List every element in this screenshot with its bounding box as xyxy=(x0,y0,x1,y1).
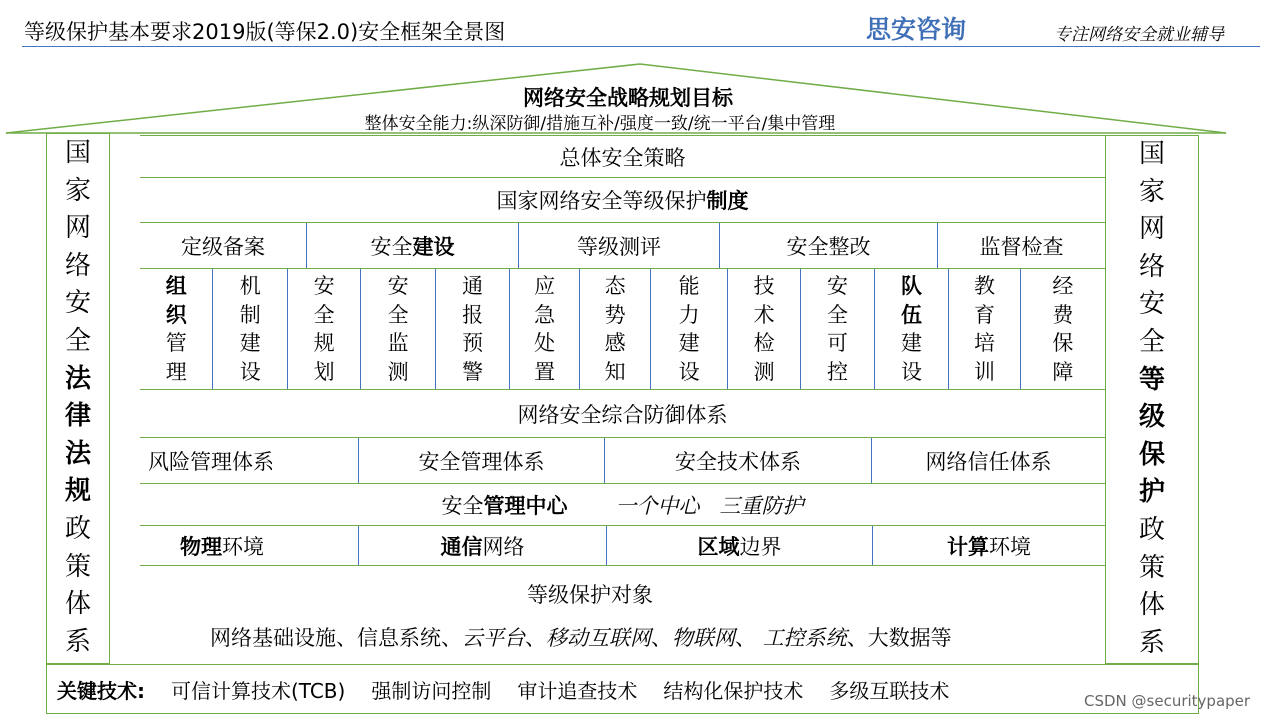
measure-monitoring: 安 全 监 测 xyxy=(361,269,435,389)
triple-protection: 三重防护 xyxy=(719,493,804,518)
activity-supervise: 监督检查 xyxy=(979,234,1064,259)
computing-environment: 计算 环境 xyxy=(947,534,1031,559)
measure-tech-detection: 技 术 检 测 xyxy=(728,269,801,389)
security-technical-system: 安全技术体系 xyxy=(605,438,872,483)
measure-planning: 安 全 规 划 xyxy=(288,269,361,389)
one-center: 一个中心 xyxy=(615,493,700,518)
management-center: 管理中心 xyxy=(483,493,568,518)
brand-name: 思安咨询 xyxy=(866,15,967,44)
measure-org-management: 组 织 管 理 xyxy=(140,269,213,389)
systems-row xyxy=(140,438,1105,484)
protected-objects-title: 等级保护对象 xyxy=(527,583,653,607)
measure-team: 队 伍 建 设 xyxy=(875,269,949,389)
physical-environment: 物理 环境 xyxy=(140,526,359,565)
risk-management-system: 风险管理体系 xyxy=(140,438,359,483)
environments-row xyxy=(140,526,1105,566)
grading-system-bold: 制度 xyxy=(706,189,749,213)
left-pillar-laws: 国 家 网 络 安 全 法 律 法 规 政 策 体 系 xyxy=(46,133,110,664)
strategy-goal-title: 网络安全战略规划目标 xyxy=(523,86,733,110)
communication-network: 通信 网络 xyxy=(359,526,607,565)
strategy-goal-subtitle: 整体安全能力:纵深防御/措施互补/强度一致/统一平台/集中管理 xyxy=(364,114,836,134)
measure-emergency: 应 急 处 置 xyxy=(510,269,580,389)
activity-grading: 定级备案 xyxy=(140,223,307,268)
key-tech-item: 可信计算技术(TCB) xyxy=(171,678,346,703)
measure-capability: 能 力 建 设 xyxy=(651,269,727,389)
defense-system-row xyxy=(140,390,1105,438)
measure-funding: 经 费 保 障 xyxy=(1052,274,1074,384)
key-tech-item: 结构化保护技术 xyxy=(663,678,804,703)
watermark: CSDN @securitypaper xyxy=(1084,692,1251,710)
security-management-system: 安全管理体系 xyxy=(359,438,605,483)
defense-system: 网络安全综合防御体系 xyxy=(517,402,728,427)
measure-training: 教 育 培 训 xyxy=(949,269,1021,389)
measure-warning: 通 报 预 警 xyxy=(436,269,510,389)
measures-row xyxy=(140,269,1105,390)
key-tech-item: 多级互联技术 xyxy=(829,678,950,703)
activities-row xyxy=(140,223,1105,269)
measure-controllable: 安 全 可 控 xyxy=(801,269,874,389)
grading-system-prefix: 国家网络安全等级保护 xyxy=(496,189,707,213)
activity-assessment: 等级测评 xyxy=(519,223,720,268)
key-tech-item: 强制访问控制 xyxy=(371,678,492,703)
activity-build: 安全 建设 xyxy=(307,223,519,268)
protected-objects-list: 网络基础设施、信息系统、云平台、移动互联网、物联网、 工控系统、大数据等 xyxy=(210,626,952,650)
key-tech-label: 关键技术: xyxy=(57,678,145,703)
measure-situation: 态 势 感 知 xyxy=(580,269,652,389)
brand-slogan: 专注网络安全就业辅导 xyxy=(1054,25,1224,45)
overall-strategy: 总体安全策略 xyxy=(559,145,686,170)
region-boundary: 区域 边界 xyxy=(607,526,873,565)
protected-objects-area xyxy=(140,566,1105,664)
right-pillar-grading: 国 家 网 络 安 全 等 级 保 护 政 策 体 系 xyxy=(1105,135,1199,664)
key-tech-item: 审计追查技术 xyxy=(517,678,638,703)
measure-mechanism: 机 制 建 设 xyxy=(213,269,287,389)
management-center-row: 安全 管理中心 一个中心 三重防护 xyxy=(140,484,1105,526)
activity-rectify: 安全整改 xyxy=(720,223,938,268)
page-title: 等级保护基本要求2019版(等保2.0)安全框架全景图 xyxy=(24,20,506,44)
overall-strategy-row xyxy=(140,136,1105,178)
grading-system-row xyxy=(140,178,1105,223)
key-technologies-bar xyxy=(46,664,1199,714)
network-trust-system: 网络信任体系 xyxy=(925,449,1052,474)
